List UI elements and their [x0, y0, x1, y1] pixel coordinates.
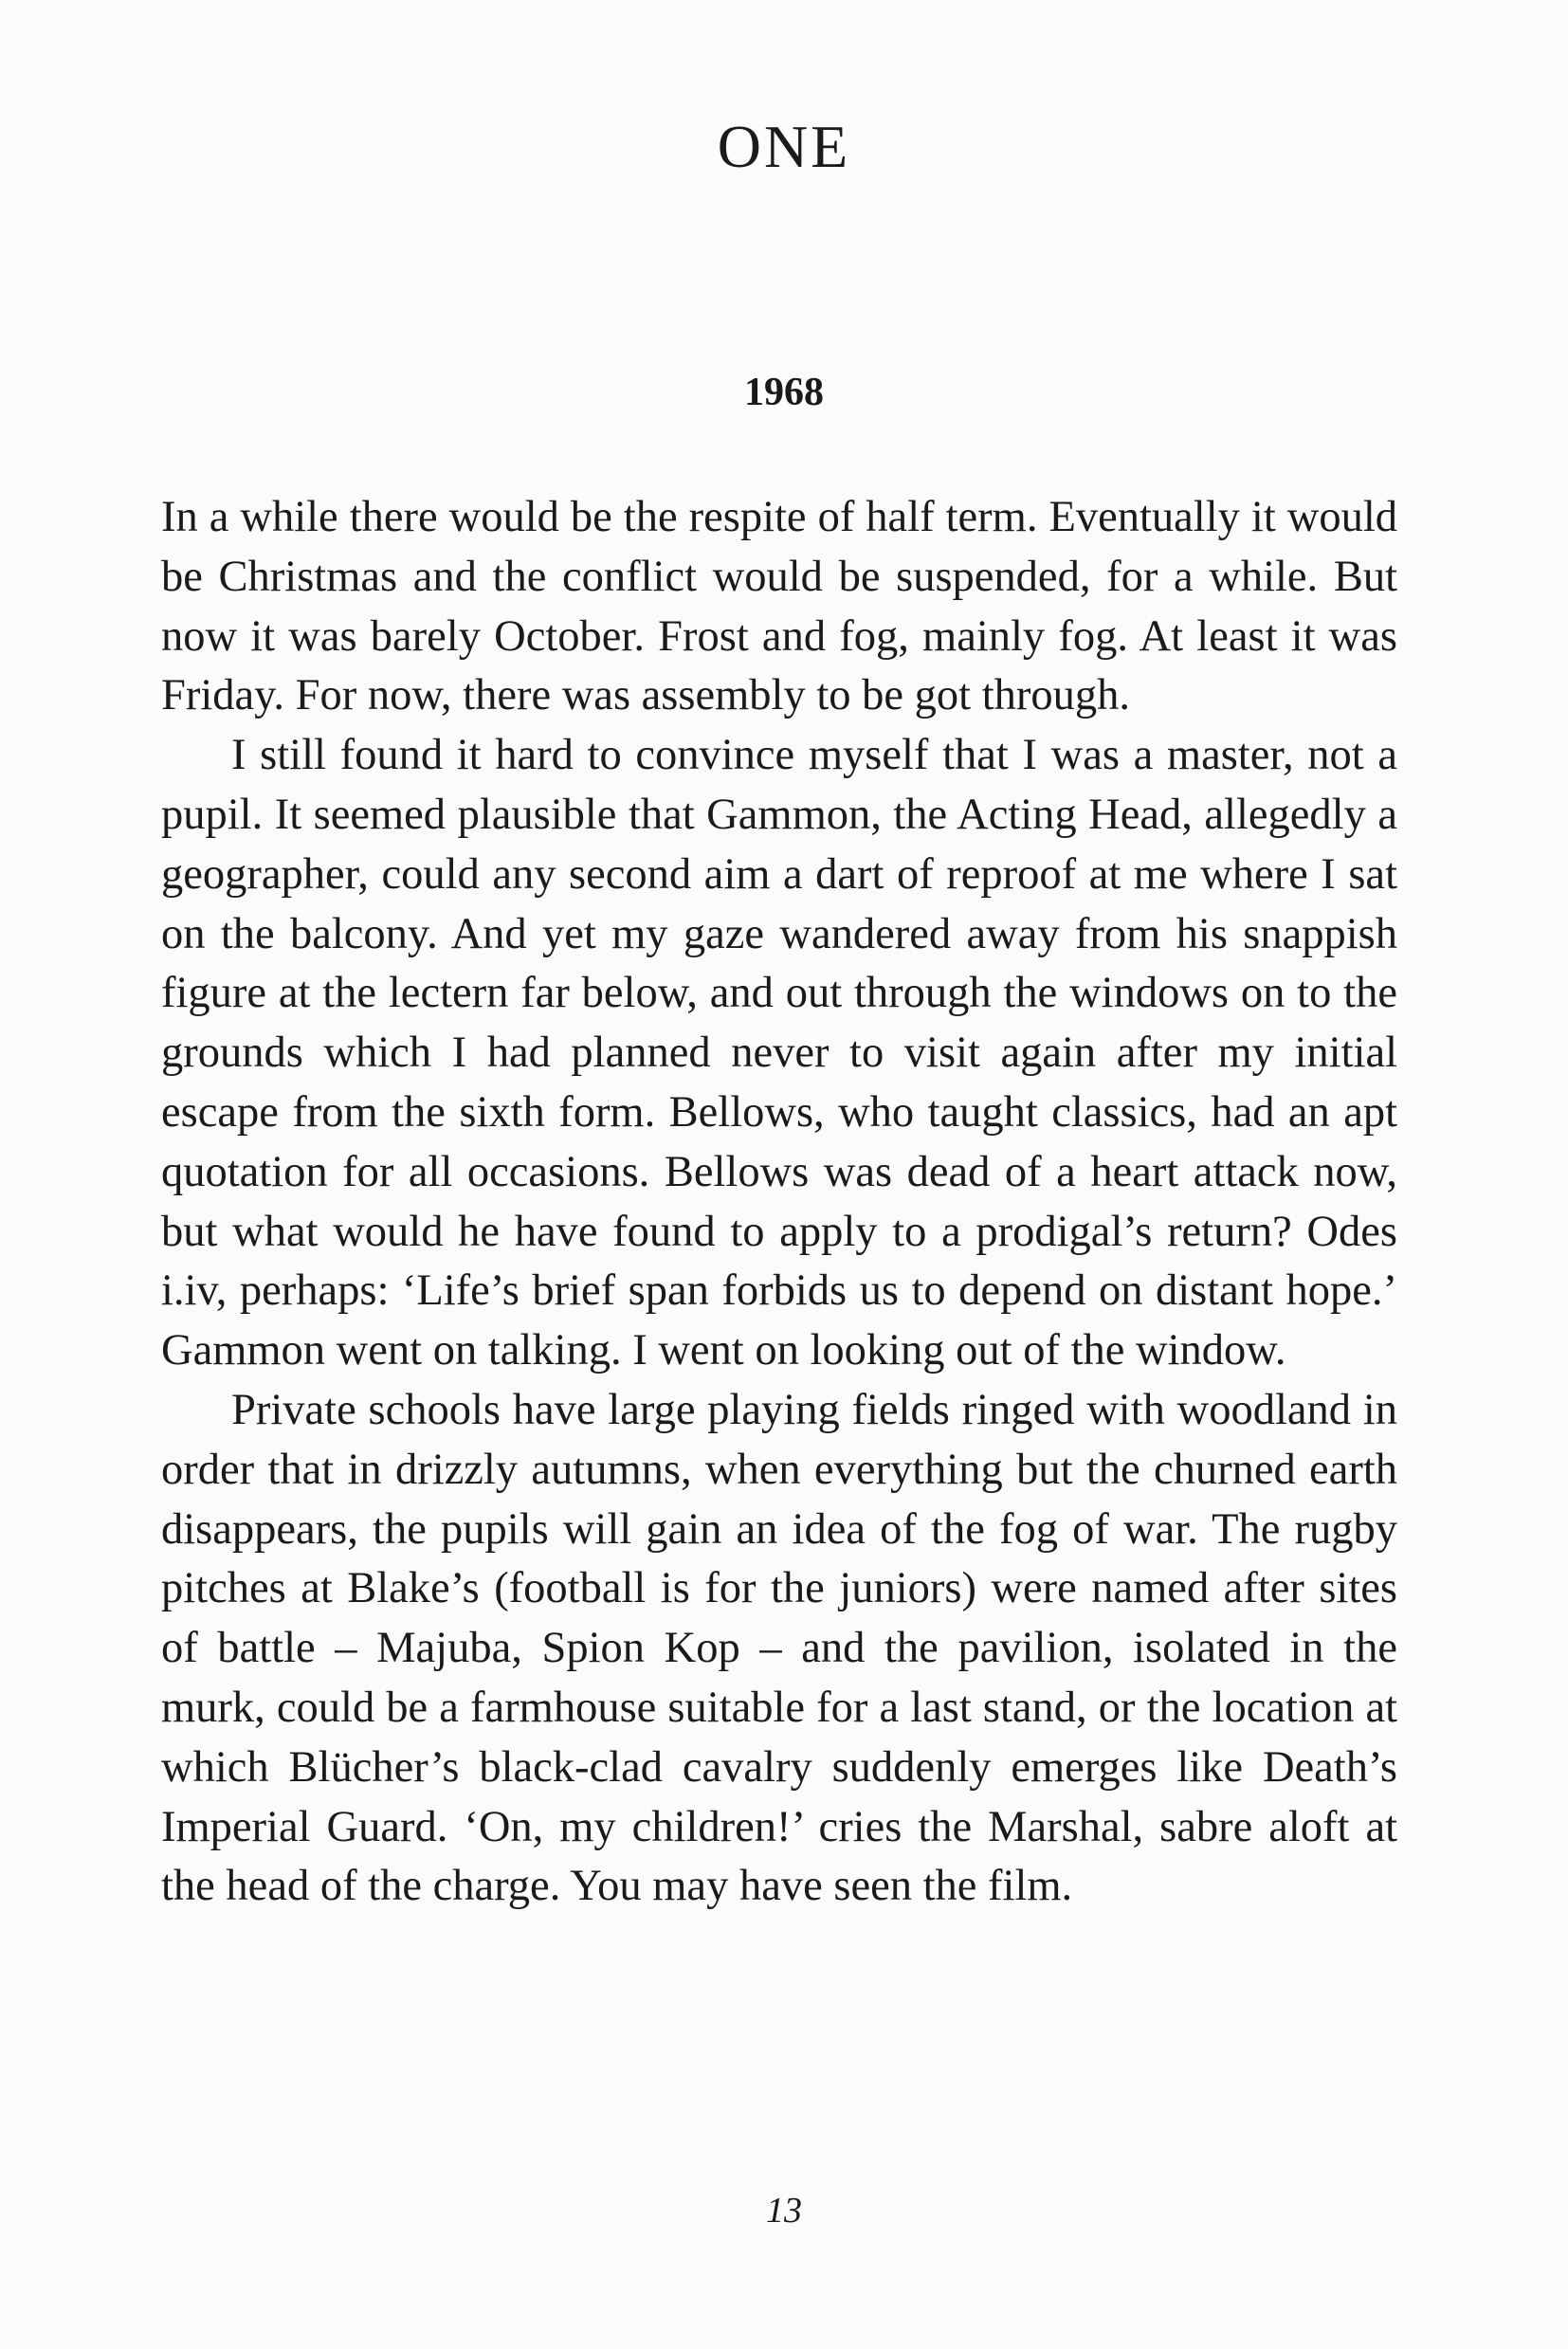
chapter-title: ONE: [717, 113, 851, 180]
section-heading: 1968: [744, 371, 824, 414]
paragraph-1: In a while there would be the respite of half term. Eventually it would be Christmas and the conflict would be suspended, for a while. But now it was barely October. Frost and fog, mainly fog. At least it was Friday. For now, there was assembly to be got through.: [161, 493, 1397, 720]
paragraph-3: Private schools have large playing fields ringed with woodland in order that in drizzly autumns, when everything but the churned earth disappears, the pupils will gain an idea of the fog of war. The rugby pitches at Blake’s (football is for the juniors) were named after sites of battle – Majuba, Spion Kop – and the pavilion, isolated in the murk, could be a farmhouse suitable for a last stand, or the location at which Blücher’s black-clad cavalry suddenly emerges like Death’s Imperial Guard. ‘On, my children!’ cries the Marshal, sabre aloft at the head of the charge. You may have seen the film.: [161, 1385, 1397, 1911]
paragraph-2: I still found it hard to convince myself that I was a master, not a pupil. It seemed plausible that Gammon, the Acting Head, allegedly a geographer, could any second aim a dart of reproof at me where I sat on the balcony. And yet my gaze wandered away from his snappish figure at the lectern far below, and out through the windows on to the grounds which I had planned never to visit again after my initial escape from the sixth form. Bellows, who taught classics, had an apt quotation for all occasions. Bellows was dead of a heart attack now, but what would he have found to apply to a prodigal’s return? Odes i.iv, perhaps: ‘Life’s brief span forbids us to depend on distant hope.’ Gammon went on talking. I went on looking out of the window.: [161, 731, 1397, 1375]
page-number: 13: [766, 2191, 802, 2231]
body-text: [161, 488, 1397, 1917]
